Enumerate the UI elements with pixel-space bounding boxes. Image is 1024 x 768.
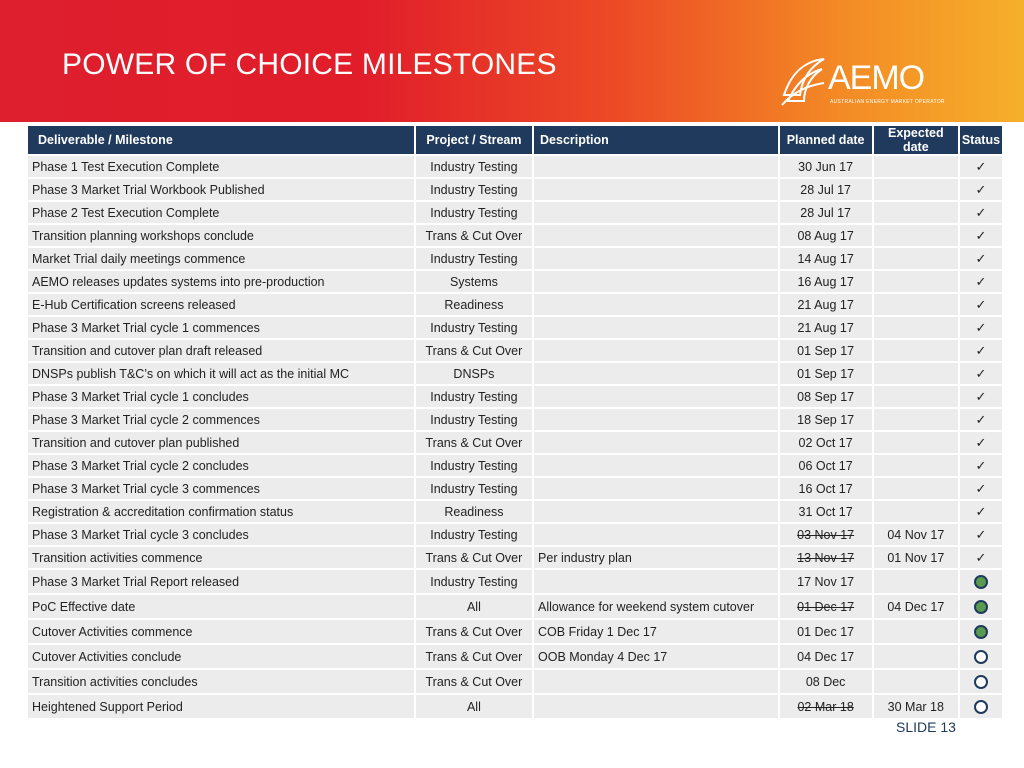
planned-date-cell: 03 Nov 17 bbox=[780, 524, 872, 547]
expected-date-cell: 30 Mar 18 bbox=[874, 695, 958, 720]
green-circle-icon bbox=[974, 600, 988, 614]
column-header-milestone: Deliverable / Milestone bbox=[28, 126, 414, 156]
stream-cell: Industry Testing bbox=[416, 317, 532, 340]
milestone-cell: Heightened Support Period bbox=[28, 695, 414, 720]
milestone-cell: Phase 3 Market Trial cycle 3 commences bbox=[28, 478, 414, 501]
description-cell bbox=[534, 225, 778, 248]
description-cell: COB Friday 1 Dec 17 bbox=[534, 620, 778, 645]
planned-date-cell: 18 Sep 17 bbox=[780, 409, 872, 432]
milestone-cell: Transition planning workshops conclude bbox=[28, 225, 414, 248]
stream-cell: Industry Testing bbox=[416, 570, 532, 595]
description-cell: Per industry plan bbox=[534, 547, 778, 570]
table-row bbox=[28, 225, 1002, 248]
column-header-expected-date: Expected date bbox=[874, 126, 958, 156]
status-cell bbox=[960, 478, 1002, 501]
status-cell bbox=[960, 670, 1002, 695]
table-row bbox=[28, 524, 1002, 547]
description-cell bbox=[534, 202, 778, 225]
table-row bbox=[28, 202, 1002, 225]
description-cell bbox=[534, 271, 778, 294]
status-cell bbox=[960, 179, 1002, 202]
green-circle-icon bbox=[974, 575, 988, 589]
planned-date-cell: 01 Dec 17 bbox=[780, 620, 872, 645]
planned-date-cell: 17 Nov 17 bbox=[780, 570, 872, 595]
checkmark-icon: ✓ bbox=[975, 342, 987, 358]
stream-cell: Trans & Cut Over bbox=[416, 620, 532, 645]
description-cell bbox=[534, 570, 778, 595]
stream-cell: All bbox=[416, 595, 532, 620]
status-cell bbox=[960, 294, 1002, 317]
expected-date-cell bbox=[874, 294, 958, 317]
checkmark-icon: ✓ bbox=[975, 273, 987, 289]
expected-date-cell bbox=[874, 570, 958, 595]
table-row bbox=[28, 478, 1002, 501]
description-cell bbox=[534, 695, 778, 720]
page-title: POWER OF CHOICE MILESTONES bbox=[62, 48, 557, 81]
stream-cell: Systems bbox=[416, 271, 532, 294]
planned-date-cell: 31 Oct 17 bbox=[780, 501, 872, 524]
stream-cell: Readiness bbox=[416, 501, 532, 524]
table-row bbox=[28, 670, 1002, 695]
status-cell bbox=[960, 202, 1002, 225]
milestones-table bbox=[26, 126, 1004, 720]
table-row bbox=[28, 409, 1002, 432]
checkmark-icon: ✓ bbox=[975, 158, 987, 174]
table-row bbox=[28, 595, 1002, 620]
expected-date-cell bbox=[874, 670, 958, 695]
stream-cell: All bbox=[416, 695, 532, 720]
status-cell bbox=[960, 595, 1002, 620]
stream-cell: Trans & Cut Over bbox=[416, 670, 532, 695]
milestone-cell: Phase 3 Market Trial cycle 1 concludes bbox=[28, 386, 414, 409]
stream-cell: Industry Testing bbox=[416, 156, 532, 179]
stream-cell: Trans & Cut Over bbox=[416, 432, 532, 455]
planned-date-cell: 08 Dec bbox=[780, 670, 872, 695]
milestone-cell: AEMO releases updates systems into pre-production bbox=[28, 271, 414, 294]
column-header-stream: Project / Stream bbox=[416, 126, 532, 156]
expected-date-cell bbox=[874, 202, 958, 225]
table-row bbox=[28, 547, 1002, 570]
status-cell bbox=[960, 620, 1002, 645]
expected-date-cell bbox=[874, 409, 958, 432]
expected-date-cell bbox=[874, 363, 958, 386]
table-row bbox=[28, 386, 1002, 409]
column-header-planned-date: Planned date bbox=[780, 126, 872, 156]
expected-date-cell bbox=[874, 271, 958, 294]
checkmark-icon: ✓ bbox=[975, 411, 987, 427]
planned-date-cell: 01 Sep 17 bbox=[780, 363, 872, 386]
slide-number: SLIDE 13 bbox=[896, 719, 956, 735]
expected-date-cell: 04 Dec 17 bbox=[874, 595, 958, 620]
table-header-row bbox=[28, 126, 1002, 156]
stream-cell: Industry Testing bbox=[416, 478, 532, 501]
milestone-cell: Transition activities concludes bbox=[28, 670, 414, 695]
milestone-cell: Registration & accreditation confirmation status bbox=[28, 501, 414, 524]
milestone-cell: Cutover Activities commence bbox=[28, 620, 414, 645]
table-row bbox=[28, 455, 1002, 478]
status-cell bbox=[960, 363, 1002, 386]
expected-date-cell bbox=[874, 386, 958, 409]
table-row bbox=[28, 645, 1002, 670]
aemo-logo bbox=[780, 55, 950, 113]
milestone-cell: Phase 3 Market Trial cycle 3 concludes bbox=[28, 524, 414, 547]
stream-cell: Trans & Cut Over bbox=[416, 225, 532, 248]
checkmark-icon: ✓ bbox=[975, 204, 987, 220]
aemo-swoosh-icon bbox=[780, 55, 826, 111]
milestone-cell: Cutover Activities conclude bbox=[28, 645, 414, 670]
checkmark-icon: ✓ bbox=[975, 319, 987, 335]
expected-date-cell bbox=[874, 432, 958, 455]
expected-date-cell bbox=[874, 225, 958, 248]
milestone-cell: Phase 2 Test Execution Complete bbox=[28, 202, 414, 225]
expected-date-cell bbox=[874, 455, 958, 478]
planned-date-cell: 28 Jul 17 bbox=[780, 202, 872, 225]
milestone-cell: DNSPs publish T&C’s on which it will act as the initial MC bbox=[28, 363, 414, 386]
description-cell bbox=[534, 455, 778, 478]
checkmark-icon: ✓ bbox=[975, 549, 987, 565]
status-cell bbox=[960, 386, 1002, 409]
milestone-cell: Transition and cutover plan draft released bbox=[28, 340, 414, 363]
planned-date-cell: 16 Aug 17 bbox=[780, 271, 872, 294]
description-cell bbox=[534, 179, 778, 202]
table-row bbox=[28, 570, 1002, 595]
status-cell bbox=[960, 547, 1002, 570]
status-cell bbox=[960, 524, 1002, 547]
open-circle-icon bbox=[974, 675, 988, 689]
status-cell bbox=[960, 271, 1002, 294]
description-cell: OOB Monday 4 Dec 17 bbox=[534, 645, 778, 670]
stream-cell: Trans & Cut Over bbox=[416, 547, 532, 570]
description-cell bbox=[534, 386, 778, 409]
planned-date-cell: 08 Aug 17 bbox=[780, 225, 872, 248]
table-row bbox=[28, 501, 1002, 524]
description-cell bbox=[534, 317, 778, 340]
stream-cell: Trans & Cut Over bbox=[416, 340, 532, 363]
expected-date-cell bbox=[874, 248, 958, 271]
status-cell bbox=[960, 695, 1002, 720]
table-row bbox=[28, 294, 1002, 317]
expected-date-cell bbox=[874, 501, 958, 524]
logo-subtitle: AUSTRALIAN ENERGY MARKET OPERATOR bbox=[830, 99, 945, 105]
stream-cell: Industry Testing bbox=[416, 179, 532, 202]
expected-date-cell bbox=[874, 645, 958, 670]
expected-date-cell: 04 Nov 17 bbox=[874, 524, 958, 547]
open-circle-icon bbox=[974, 700, 988, 714]
expected-date-cell bbox=[874, 340, 958, 363]
checkmark-icon: ✓ bbox=[975, 457, 987, 473]
logo-text: AEMO bbox=[828, 59, 925, 97]
checkmark-icon: ✓ bbox=[975, 181, 987, 197]
status-cell bbox=[960, 156, 1002, 179]
description-cell bbox=[534, 363, 778, 386]
open-circle-icon bbox=[974, 650, 988, 664]
planned-date-cell: 13 Nov 17 bbox=[780, 547, 872, 570]
milestone-cell: PoC Effective date bbox=[28, 595, 414, 620]
description-cell bbox=[534, 294, 778, 317]
expected-date-cell bbox=[874, 478, 958, 501]
status-cell bbox=[960, 570, 1002, 595]
green-circle-icon bbox=[974, 625, 988, 639]
milestone-cell: E-Hub Certification screens released bbox=[28, 294, 414, 317]
status-cell bbox=[960, 225, 1002, 248]
table-row bbox=[28, 317, 1002, 340]
milestone-cell: Phase 3 Market Trial Report released bbox=[28, 570, 414, 595]
milestones-table-body bbox=[28, 156, 1002, 720]
status-cell bbox=[960, 248, 1002, 271]
planned-date-cell: 21 Aug 17 bbox=[780, 317, 872, 340]
checkmark-icon: ✓ bbox=[975, 503, 987, 519]
table-row bbox=[28, 695, 1002, 720]
checkmark-icon: ✓ bbox=[975, 388, 987, 404]
description-cell bbox=[534, 409, 778, 432]
status-cell bbox=[960, 340, 1002, 363]
table-row bbox=[28, 248, 1002, 271]
checkmark-icon: ✓ bbox=[975, 526, 987, 542]
description-cell bbox=[534, 248, 778, 271]
status-cell bbox=[960, 409, 1002, 432]
column-header-description: Description bbox=[534, 126, 778, 156]
checkmark-icon: ✓ bbox=[975, 296, 987, 312]
status-cell bbox=[960, 317, 1002, 340]
stream-cell: Industry Testing bbox=[416, 202, 532, 225]
expected-date-cell bbox=[874, 179, 958, 202]
status-cell bbox=[960, 501, 1002, 524]
description-cell bbox=[534, 432, 778, 455]
stream-cell: Industry Testing bbox=[416, 524, 532, 547]
checkmark-icon: ✓ bbox=[975, 365, 987, 381]
milestone-cell: Phase 3 Market Trial Workbook Published bbox=[28, 179, 414, 202]
status-cell bbox=[960, 432, 1002, 455]
milestone-cell: Market Trial daily meetings commence bbox=[28, 248, 414, 271]
stream-cell: Industry Testing bbox=[416, 386, 532, 409]
checkmark-icon: ✓ bbox=[975, 227, 987, 243]
expected-date-cell bbox=[874, 156, 958, 179]
expected-date-cell bbox=[874, 317, 958, 340]
planned-date-cell: 30 Jun 17 bbox=[780, 156, 872, 179]
description-cell bbox=[534, 524, 778, 547]
stream-cell: Trans & Cut Over bbox=[416, 645, 532, 670]
planned-date-cell: 28 Jul 17 bbox=[780, 179, 872, 202]
checkmark-icon: ✓ bbox=[975, 434, 987, 450]
status-cell bbox=[960, 645, 1002, 670]
table-row bbox=[28, 432, 1002, 455]
milestone-cell: Phase 3 Market Trial cycle 2 concludes bbox=[28, 455, 414, 478]
planned-date-cell: 14 Aug 17 bbox=[780, 248, 872, 271]
planned-date-cell: 16 Oct 17 bbox=[780, 478, 872, 501]
status-cell bbox=[960, 455, 1002, 478]
planned-date-cell: 01 Dec 17 bbox=[780, 595, 872, 620]
stream-cell: Industry Testing bbox=[416, 248, 532, 271]
milestone-cell: Phase 3 Market Trial cycle 1 commences bbox=[28, 317, 414, 340]
description-cell bbox=[534, 501, 778, 524]
milestone-cell: Phase 1 Test Execution Complete bbox=[28, 156, 414, 179]
milestone-cell: Transition activities commence bbox=[28, 547, 414, 570]
milestone-cell: Transition and cutover plan published bbox=[28, 432, 414, 455]
column-header-status: Status bbox=[960, 126, 1002, 156]
stream-cell: Readiness bbox=[416, 294, 532, 317]
checkmark-icon: ✓ bbox=[975, 250, 987, 266]
table-row bbox=[28, 340, 1002, 363]
description-cell: Allowance for weekend system cutover bbox=[534, 595, 778, 620]
stream-cell: Industry Testing bbox=[416, 409, 532, 432]
expected-date-cell: 01 Nov 17 bbox=[874, 547, 958, 570]
planned-date-cell: 02 Mar 18 bbox=[780, 695, 872, 720]
table-row bbox=[28, 363, 1002, 386]
stream-cell: Industry Testing bbox=[416, 455, 532, 478]
description-cell bbox=[534, 340, 778, 363]
table-row bbox=[28, 156, 1002, 179]
planned-date-cell: 06 Oct 17 bbox=[780, 455, 872, 478]
checkmark-icon: ✓ bbox=[975, 480, 987, 496]
title-banner bbox=[0, 0, 1024, 122]
planned-date-cell: 01 Sep 17 bbox=[780, 340, 872, 363]
description-cell bbox=[534, 478, 778, 501]
description-cell bbox=[534, 156, 778, 179]
planned-date-cell: 02 Oct 17 bbox=[780, 432, 872, 455]
table-row bbox=[28, 620, 1002, 645]
table-row bbox=[28, 271, 1002, 294]
stream-cell: DNSPs bbox=[416, 363, 532, 386]
planned-date-cell: 08 Sep 17 bbox=[780, 386, 872, 409]
expected-date-cell bbox=[874, 620, 958, 645]
table-row bbox=[28, 179, 1002, 202]
planned-date-cell: 21 Aug 17 bbox=[780, 294, 872, 317]
description-cell bbox=[534, 670, 778, 695]
planned-date-cell: 04 Dec 17 bbox=[780, 645, 872, 670]
milestone-cell: Phase 3 Market Trial cycle 2 commences bbox=[28, 409, 414, 432]
